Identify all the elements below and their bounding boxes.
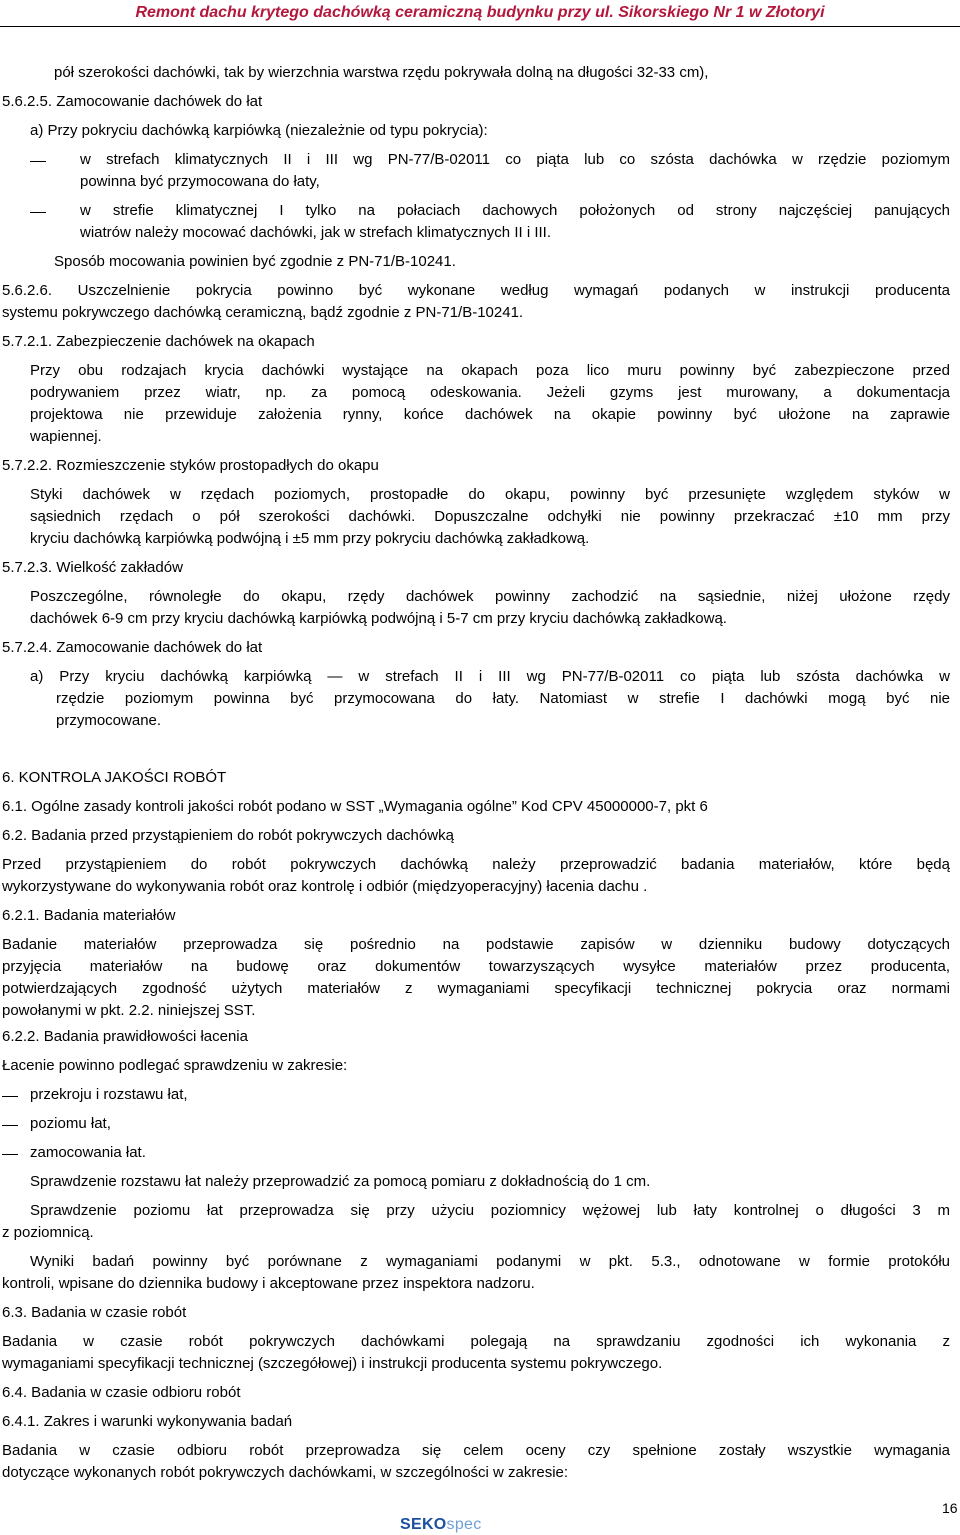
text-line: Badanie materiałów przeprowadza się pośrednio na podstawie zapisów w dzienniku budowy dotyczących (2, 936, 950, 953)
text-line: wapiennej. (30, 428, 102, 445)
text-line: Sposób mocowania powinien być zgodnie z PN-71/B-10241. (54, 253, 456, 270)
section-heading: 6.2.1. Badania materiałów (2, 907, 176, 924)
text-line: rzędzie poziomym powinna być przymocowana do łaty. Natomiast w strefie I dachówki mogą być nie (56, 690, 950, 707)
list-item: zamocowania łat. (30, 1144, 146, 1161)
text-line: z poziomnicą. (2, 1224, 94, 1241)
list-item: a) Przy pokryciu dachówką karpiówką (niezależnie od typu pokrycia): (30, 122, 488, 139)
text-line: wykorzystywane do wykonywania robót oraz kontrolę i odbiór (międzyoperacyjny) łacenia dachu . (2, 878, 648, 895)
text-line: systemu pokrywczego dachówką ceramiczną, bądź zgodnie z PN-71/B-10241. (2, 304, 524, 321)
text-line: wiatrów należy mocować dachówki, jak w strefach klimatycznych II i III. (80, 224, 551, 241)
text-line: podrywaniem przez wiatr, np. za pomocą odeskowania. Jeżeli gzyms jest murowany, a dokumentacja (30, 384, 950, 401)
text-line: kryciu dachówką karpiówką podwójną i ±5 mm przy pokryciu dachówką zakładkową. (30, 530, 590, 547)
text-line: dachówek 6-9 cm przy kryciu dachówką karpiówką podwójną i 5-7 cm przy kryciu dachówką zakładkową. (30, 610, 727, 627)
text-line: Przy obu rodzajach krycia dachówki wystające na okapach poza lico muru powinny być zabezpieczone przed (30, 362, 950, 379)
dash-bullet (2, 1096, 18, 1097)
section-heading: 5.6.2.5. Zamocowanie dachówek do łat (2, 93, 263, 110)
text-line: sąsiednich rzędach o pół szerokości dachówki. Dopuszczalne odchyłki nie powinny przekraczać ±10 mm przy (30, 508, 950, 525)
text-line: w strefie klimatycznej I tylko na połaciach dachowych położonych od strony najczęściej panujących (80, 202, 950, 219)
dash-bullet (30, 212, 46, 213)
text-line: powinna być przymocowana do łaty, (80, 173, 320, 190)
list-item: a) Przy kryciu dachówką karpiówką — w strefach II i III wg PN-77/B-02011 co piąta lub szósta dachówka w (30, 668, 950, 685)
page-number: 16 (942, 1500, 958, 1516)
section-heading: 6.3. Badania w czasie robót (2, 1304, 187, 1321)
header-divider (0, 26, 960, 27)
text-line: potwierdzających zgodność użytych materiałów z wymaganiami specyfikacji technicznej pokrycia oraz normami (2, 980, 950, 997)
list-item: poziomu łat, (30, 1115, 111, 1132)
text-line: w strefach klimatycznych II i III wg PN-77/B-02011 co piąta lub co szósta dachówka w rzędzie poziomym (80, 151, 950, 168)
section-heading: 5.7.2.2. Rozmieszczenie styków prostopadłych do okapu (2, 457, 379, 474)
text-line: Poszczególne, równoległe do okapu, rzędy dachówek powinny zachodzić na sąsiednie, niżej ułożone rzędy (30, 588, 950, 605)
list-item: przekroju i rozstawu łat, (30, 1086, 188, 1103)
text-line: Sprawdzenie poziomu łat przeprowadza się przy użyciu poziomnicy wężowej lub łaty kontrolnej o długości 3 m (30, 1202, 950, 1219)
logo-text-primary: SEKO (400, 1516, 447, 1533)
text-line: kontroli, wpisane do dziennika budowy i akceptowane przez inspektora nadzoru. (2, 1275, 535, 1292)
dash-bullet (2, 1154, 18, 1155)
text-line: Sprawdzenie rozstawu łat należy przeprowadzić za pomocą pomiaru z dokładnością do 1 cm. (30, 1173, 651, 1190)
section-heading: 5.7.2.3. Wielkość zakładów (2, 559, 183, 576)
section-heading: 6.4.1. Zakres i warunki wykonywania badań (2, 1413, 293, 1430)
dash-bullet (2, 1125, 18, 1126)
text-line: projektowa nie przewiduje założenia rynny, końce dachówek na okapie powinny być ułożone na zaprawie (30, 406, 950, 423)
dash-bullet (30, 161, 46, 162)
text-line: Wyniki badań powinny być porównane z wymaganiami podanymi w pkt. 5.3., odnotowane w formie protokółu (30, 1253, 950, 1270)
text-line: powołanymi w pkt. 2.2. niniejszej SST. (2, 1002, 256, 1019)
text-line: Przed przystąpieniem do robót pokrywczych dachówką należy przeprowadzić badania materiałów, które będą (2, 856, 950, 873)
text-line: dotyczące wykonanych robót pokrywczych dachówkami, w szczególności w zakresie: (2, 1464, 569, 1481)
text-line: 5.6.2.6. Uszczelnienie pokrycia powinno być wykonane według wymagań podanych w instrukcji producenta (2, 282, 950, 299)
logo-text-secondary: spec (446, 1516, 482, 1533)
section-heading: 6.2.2. Badania prawidłowości łacenia (2, 1028, 248, 1045)
section-heading: 6.2. Badania przed przystąpieniem do robót pokrywczych dachówką (2, 827, 454, 844)
section-heading: 6.4. Badania w czasie odbioru robót (2, 1384, 241, 1401)
text-line: Badania w czasie odbioru robót przeprowadza się celem oceny czy spełnione zostały wszystkie wymagania (2, 1442, 950, 1459)
text-line: Łacenie powinno podlegać sprawdzeniu w zakresie: (2, 1057, 348, 1074)
document-title: Remont dachu krytego dachówką ceramiczną budynku przy ul. Sikorskiego Nr 1 w Złotoryi (135, 4, 825, 21)
chapter-heading: 6. KONTROLA JAKOŚCI ROBÓT (2, 769, 227, 786)
footer-logo (400, 1515, 482, 1535)
page-header (0, 0, 960, 27)
text-line: przyjęcia materiałów na budowę oraz dokumentów towarzyszących wysyłce materiałów przez producenta, (2, 958, 950, 975)
text-line: wymaganiami specyfikacji technicznej (szczegółowej) i instrukcji producenta systemu pokrywczego. (2, 1355, 663, 1372)
text-line: pół szerokości dachówki, tak by wierzchnia warstwa rzędu pokrywała dolną na długości 32-33 cm), (54, 64, 709, 81)
section-heading: 5.7.2.1. Zabezpieczenie dachówek na okapach (2, 333, 315, 350)
text-line: Badania w czasie robót pokrywczych dachówkami polegają na sprawdzaniu zgodności ich wykonania z (2, 1333, 950, 1350)
section-heading: 5.7.2.4. Zamocowanie dachówek do łat (2, 639, 263, 656)
text-line: przymocowane. (56, 712, 162, 729)
text-line: 6.1. Ogólne zasady kontroli jakości robót podano w SST „Wymagania ogólne” Kod CPV 45000000-7, pkt 6 (2, 798, 708, 815)
text-line: Styki dachówek w rzędach poziomych, prostopadłe do okapu, powinny być przesunięte względem styków w (30, 486, 950, 503)
